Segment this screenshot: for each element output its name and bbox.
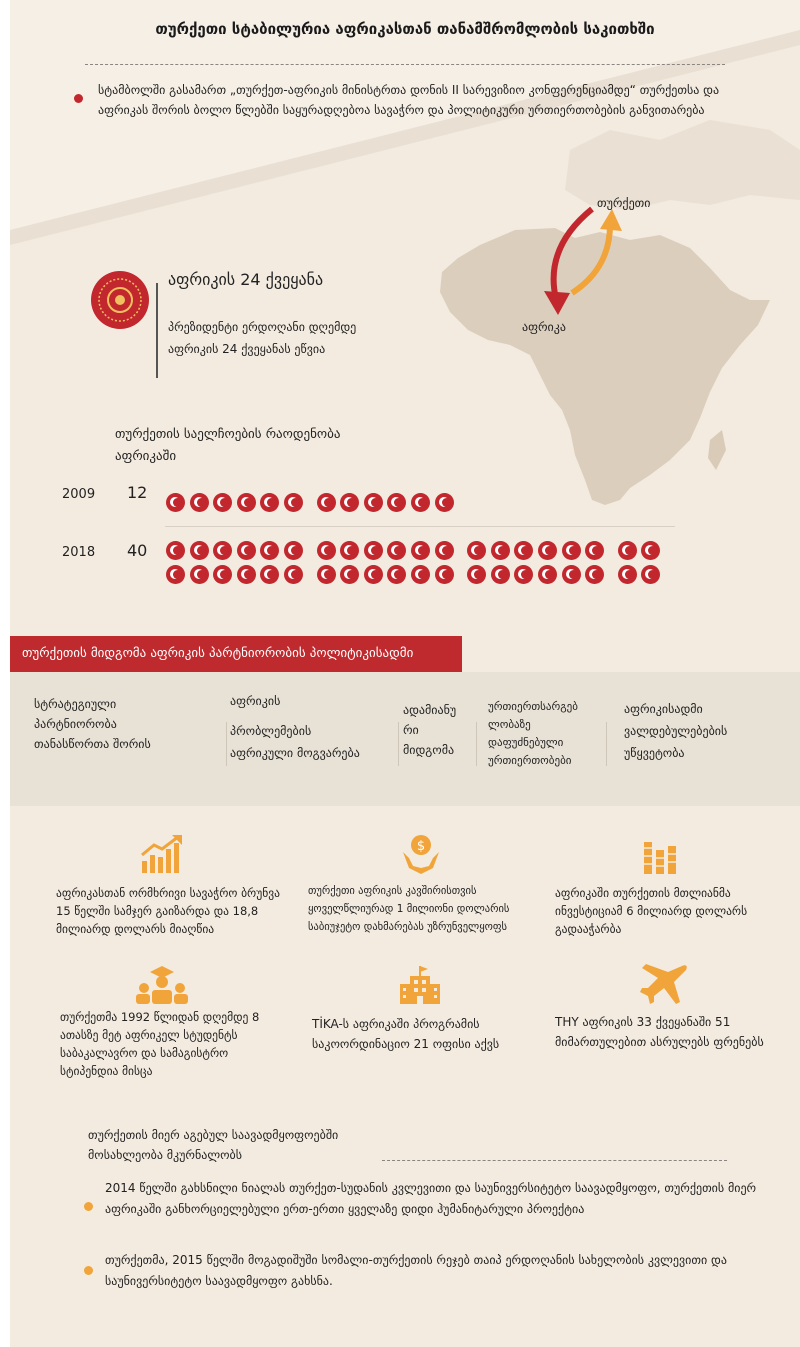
column-divider bbox=[606, 722, 607, 766]
turkey-flag-icon bbox=[411, 493, 430, 512]
turkey-flag-icon bbox=[435, 541, 454, 560]
embassy-icons-2009 bbox=[166, 493, 458, 512]
turkey-flag-icon bbox=[411, 541, 430, 560]
divider bbox=[85, 64, 725, 65]
turkey-flag-icon bbox=[387, 541, 406, 560]
president-text-line1: პრეზიდენტი ერდოღანი დღემდე bbox=[168, 320, 357, 334]
year-2009: 2009 bbox=[62, 487, 96, 502]
turkey-flag-icon bbox=[618, 565, 637, 584]
year-2018: 2018 bbox=[62, 545, 96, 560]
office-building-icon bbox=[398, 966, 442, 1004]
policy-item-2-line3: აფრიკული მოგვარება bbox=[230, 746, 360, 760]
policy-item-2-line2: პრობლემების bbox=[230, 724, 312, 738]
president-text-line2: აფრიკის 24 ქვეყანას ეწვია bbox=[168, 342, 326, 356]
stat-investment: აფრიკაში თურქეთის მთლიანმა ინვესტიციამ 6 მილიარდ დოლარს გადააჭარბა bbox=[555, 886, 748, 936]
hospitals-title-line1: თურქეთის მიერ აგებულ საავადმყოფოებში bbox=[88, 1128, 339, 1142]
policy-item-1-line1: სტრატეგიული bbox=[34, 697, 117, 711]
turkey-flag-icon bbox=[317, 565, 336, 584]
turkey-flag-icon bbox=[641, 565, 660, 584]
turkey-flag-icon bbox=[387, 565, 406, 584]
turkey-flag-icon bbox=[166, 493, 185, 512]
policy-header bbox=[10, 636, 462, 672]
bullet-dot bbox=[84, 1202, 93, 1211]
bullet-dot bbox=[74, 94, 83, 103]
turkey-flag-icon bbox=[317, 541, 336, 560]
turkey-flag-icon bbox=[213, 565, 232, 584]
policy-item-4-line1: ურთიერთსარგებ bbox=[488, 700, 578, 713]
turkey-flag-icon bbox=[317, 493, 336, 512]
turkey-flag-icon bbox=[260, 493, 279, 512]
policy-item-5-line3: უწყვეტობა bbox=[624, 746, 685, 760]
stat-tika: TİKA-ს აფრიკაში პროგრამის საკოორდინაციო 21 ოფისი აქვს bbox=[312, 1017, 500, 1051]
president-heading: აფრიკის 24 ქვეყანა bbox=[168, 270, 324, 289]
map-label-turkey: თურქეთი bbox=[597, 196, 651, 210]
growth-chart-icon bbox=[140, 835, 184, 875]
hospital-item-2: თურქეთმა, 2015 წელში მოგადიშუში სომალი-თურქეთის რეჯებ თაიპ ერდოღანის სახელობის კვლევითი და საუნივერსიტეტო საავადმყოფო გახსნა. bbox=[105, 1253, 727, 1288]
turkey-flag-icon bbox=[166, 565, 185, 584]
policy-item-1-line3: თანასწორთა შორის bbox=[34, 737, 151, 751]
turkey-flag-icon bbox=[618, 541, 637, 560]
column-divider bbox=[226, 722, 227, 766]
turkey-flag-icon bbox=[340, 493, 359, 512]
policy-item-4-line3: დაფუძნებული bbox=[488, 736, 564, 749]
policy-item-4 bbox=[488, 698, 578, 770]
turkey-flag-icon bbox=[364, 565, 383, 584]
turkey-flag-icon bbox=[213, 493, 232, 512]
turkey-flag-icon bbox=[467, 565, 486, 584]
policy-item-5-line2: ვალდებულებების bbox=[624, 724, 728, 738]
policy-item-3-line1: ადამიანუ bbox=[403, 703, 457, 717]
policy-item-5 bbox=[624, 698, 727, 764]
column-divider bbox=[476, 722, 477, 766]
policy-item-4-line4: ურთიერთობები bbox=[488, 754, 572, 767]
turkey-flag-icon bbox=[213, 541, 232, 560]
turkey-flag-icon bbox=[284, 565, 303, 584]
turkey-flag-icon bbox=[260, 565, 279, 584]
policy-item-2 bbox=[230, 690, 360, 764]
turkey-flag-icon bbox=[562, 541, 581, 560]
turkey-flag-icon bbox=[491, 541, 510, 560]
column-divider bbox=[398, 722, 399, 766]
count-2018: 40 bbox=[127, 541, 148, 560]
turkey-flag-icon bbox=[491, 565, 510, 584]
policy-item-2-line1: აფრიკის bbox=[230, 694, 281, 708]
turkey-flag-icon bbox=[411, 565, 430, 584]
policy-item-1-line2: პარტნიორობა bbox=[34, 717, 117, 731]
turkey-flag-icon bbox=[284, 541, 303, 560]
bullet-dot bbox=[84, 1266, 93, 1275]
donation-hand-icon bbox=[401, 834, 441, 876]
policy-item-1 bbox=[34, 694, 151, 754]
policy-item-4-line2: ლობაზე bbox=[488, 718, 531, 731]
policy-header-text: თურქეთის მიდგომა აფრიკის პარტნიორობის პოლიტიკისადმი bbox=[22, 646, 414, 661]
hospitals-title-line2: მოსახლეობა მკურნალობს bbox=[88, 1148, 243, 1162]
turkey-flag-icon bbox=[538, 541, 557, 560]
turkey-flag-icon bbox=[364, 493, 383, 512]
turkey-flag-icon bbox=[435, 493, 454, 512]
turkey-flag-icon bbox=[340, 565, 359, 584]
turkey-flag-icon bbox=[166, 541, 185, 560]
turkey-flag-icon bbox=[237, 493, 256, 512]
turkey-flag-icon bbox=[585, 565, 604, 584]
stat-scholarships: თურქეთმა 1992 წლიდან დღემდე 8 ათასზე მეტ აფრიკელ სტუდენტს საბაკალავრო და სამაგისტრო სტიპენდია მისცა bbox=[60, 1010, 260, 1078]
turkey-flag-icon bbox=[538, 565, 557, 584]
turkey-flag-icon bbox=[467, 541, 486, 560]
embassies-title-line2: აფრიკაში bbox=[115, 449, 177, 464]
turkey-flag-icon bbox=[237, 565, 256, 584]
students-icon bbox=[134, 966, 190, 1006]
stat-budget: თურქეთი აფრიკის კავშირისთვის ყოველწლიურად 1 მილიონი დოლარის საბიუჯეტო დახმარებას უზრუნველყოფს bbox=[308, 885, 510, 933]
turkey-flag-icon bbox=[237, 541, 256, 560]
stat-trade: აფრიკასთან ორმხრივი სავაჭრო ბრუნვა 15 წელში სამჯერ გაიზარდა და 18,8 მილიარდ დოლარს მიაღწია bbox=[56, 886, 280, 936]
turkey-flag-icon bbox=[514, 541, 533, 560]
count-2009: 12 bbox=[127, 483, 148, 502]
turkey-flag-icon bbox=[190, 565, 209, 584]
policy-item-3 bbox=[403, 700, 456, 760]
row-divider bbox=[165, 526, 675, 527]
embassy-icons-2018-row1 bbox=[166, 541, 665, 560]
policy-item-3-line2: რი bbox=[403, 723, 419, 737]
presidential-seal-icon bbox=[90, 270, 150, 330]
hospital-item-1: 2014 წელში გახსნილი ნიალას თურქეთ-სუდანის კვლევითი და საუნივერსიტეტო საავადმყოფო, თურქეთის მიერ აფრიკაში განხორციელებული ერთ-ერთი ყველაზე დიდი ჰუმანიტარული პროექტია bbox=[105, 1181, 757, 1216]
embassy-icons-2018-row2 bbox=[166, 565, 665, 584]
policy-item-5-line1: აფრიკისადმი bbox=[624, 702, 703, 716]
turkey-flag-icon bbox=[387, 493, 406, 512]
embassies-title-line1: თურქეთის საელჩოების რაოდენობა bbox=[115, 427, 341, 442]
turkey-flag-icon bbox=[514, 565, 533, 584]
turkey-flag-icon bbox=[562, 565, 581, 584]
map-label-africa: აფრიკა bbox=[522, 320, 566, 334]
turkey-flag-icon bbox=[641, 541, 660, 560]
policy-item-3-line3: მიდგომა bbox=[403, 743, 455, 757]
svg-text:$: $ bbox=[416, 839, 426, 854]
turkey-flag-icon bbox=[340, 541, 359, 560]
turkey-flag-icon bbox=[190, 541, 209, 560]
vertical-rule bbox=[156, 283, 158, 378]
trade-arrows bbox=[530, 195, 640, 325]
divider bbox=[382, 1160, 727, 1161]
turkey-flag-icon bbox=[190, 493, 209, 512]
page-title: თურქეთი სტაბილურია აფრიკასთან თანამშრომლობის საკითხში bbox=[155, 20, 655, 38]
turkey-flag-icon bbox=[284, 493, 303, 512]
stat-thy: THY აფრიკის 33 ქვეყანაში 51 მიმართულებით ასრულებს ფრენებს bbox=[555, 1015, 764, 1049]
intro-text: სტამბოლში გასამართ „თურქეთ-აფრიკის მინისტრთა დონის II სარევიზიო კონფერენციამდე“ თურქეთსა და აფრიკას შორის ბოლო წლებში საყურადღებოა სავაჭრო და პოლიტიკური ურთიერთობების განვითარება bbox=[98, 83, 720, 117]
coins-stack-icon bbox=[642, 836, 678, 876]
airplane-icon bbox=[638, 964, 688, 1006]
turkey-flag-icon bbox=[585, 541, 604, 560]
infographic bbox=[10, 0, 800, 1347]
turkey-flag-icon bbox=[435, 565, 454, 584]
turkey-flag-icon bbox=[260, 541, 279, 560]
turkey-flag-icon bbox=[364, 541, 383, 560]
